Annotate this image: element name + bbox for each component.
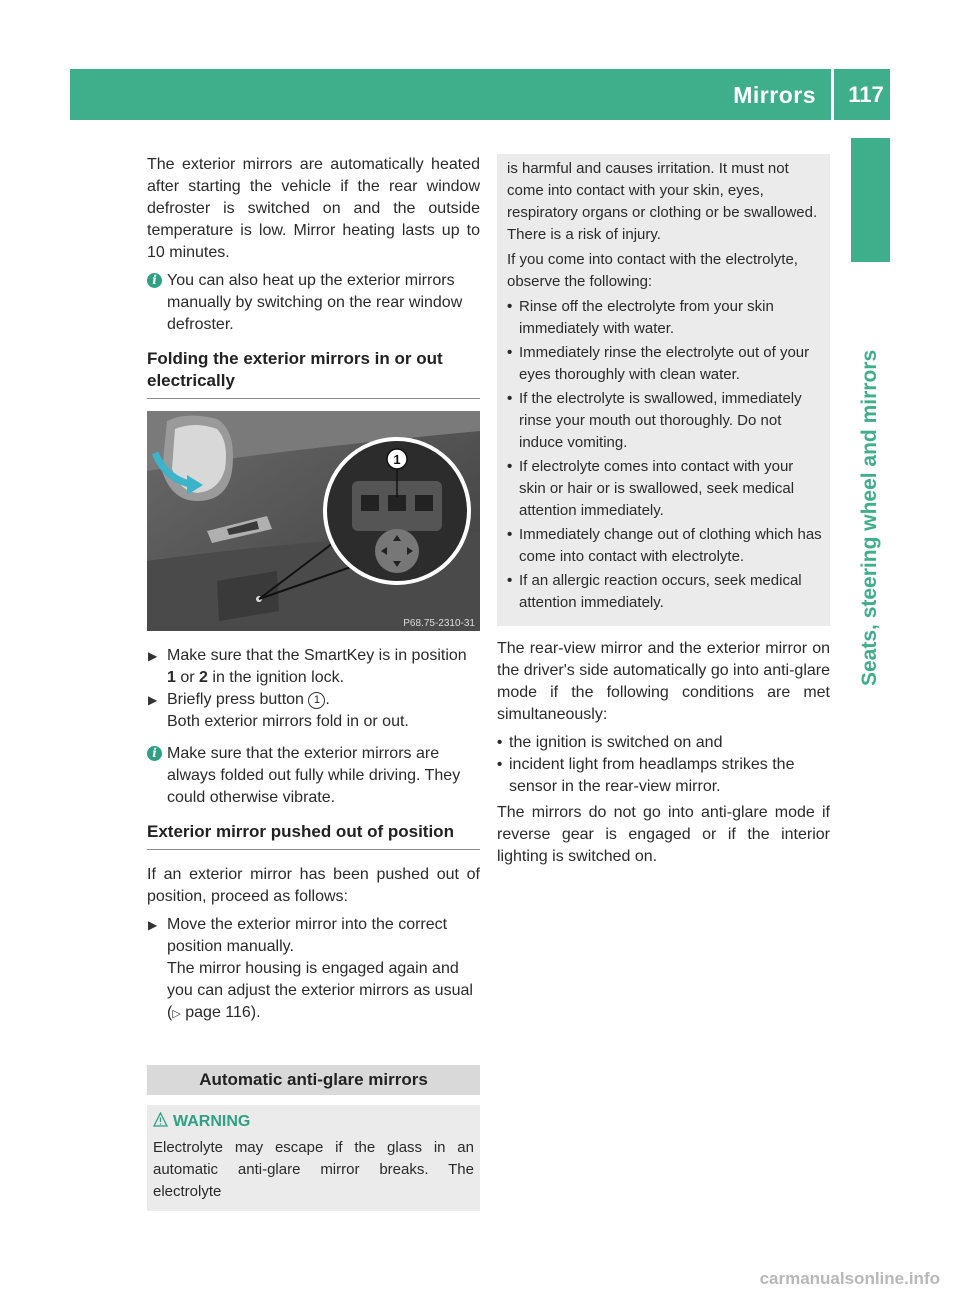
bullet-icon: • bbox=[507, 572, 513, 589]
chapter-tab-block bbox=[851, 138, 890, 262]
step-arrow-icon: ▶ bbox=[148, 649, 158, 663]
right-column bbox=[497, 154, 830, 874]
step-arrow-icon: ▶ bbox=[148, 918, 158, 932]
bullet-icon: • bbox=[497, 756, 503, 773]
heading-rule bbox=[147, 398, 480, 399]
list-item: • Rinse off the electrolyte from your skin immediately with water. bbox=[507, 298, 774, 337]
list-item: • Immediately rinse the electrolyte out of your eyes thoroughly with clean water. bbox=[507, 344, 810, 383]
step-move-mirror: ▶ Move the exterior mirror into the correct position manually. The mirror housing is engaged again and you can adjust the exterior mirrors as usual (▷ page 116). bbox=[148, 916, 473, 1021]
bullet-icon: • bbox=[507, 298, 513, 315]
bullet-icon: • bbox=[507, 344, 513, 361]
bullet-icon: • bbox=[507, 458, 513, 475]
section-title: Mirrors bbox=[733, 82, 816, 108]
list-item: • If electrolyte comes into contact with your skin or hair or is swallowed, seek medical attention immediately. bbox=[507, 458, 795, 519]
note-folding: i Make sure that the exterior mirrors are always folded out fully while driving. They could otherwise vibrate. bbox=[147, 743, 480, 809]
figure-code: P68.75-2310-31 bbox=[403, 618, 475, 629]
left-column bbox=[147, 154, 480, 1211]
door-control-figure bbox=[147, 411, 480, 631]
heading-pushed: Exterior mirror pushed out of position bbox=[147, 822, 454, 841]
antiglare-paragraph: The rear-view mirror and the exterior mirror on the driver's side automatically go into anti-glare mode if the following conditions are met simultaneously: bbox=[497, 640, 830, 723]
watermark: carmanualsonline.info bbox=[759, 1269, 940, 1288]
warning-continued-text: is harmful and causes irritation. It must not come into contact with your skin, eyes, respiratory organs or clothing or be swallowed. There is a risk of injury. bbox=[507, 160, 818, 243]
door-panel-illustration bbox=[147, 411, 480, 631]
list-item: • the ignition is switched on and bbox=[497, 732, 830, 754]
page-ref-arrow-icon: ▷ bbox=[172, 1008, 181, 1020]
warning-title: WARNING bbox=[153, 1111, 474, 1133]
chapter-tab-label: Seats, steering wheel and mirrors bbox=[858, 349, 881, 686]
button-callout-badge: 1 bbox=[308, 692, 325, 709]
closing-paragraph: The mirrors do not go into anti-glare mode if reverse gear is engaged or if the interior lighting is switched on. bbox=[497, 804, 830, 865]
info-icon: i bbox=[147, 273, 162, 288]
step-press-button: ▶ Briefly press button 1 . Both exterior mirrors fold in or out. bbox=[148, 691, 409, 730]
warning-box bbox=[147, 1105, 480, 1211]
warning-triangle-icon bbox=[153, 1112, 168, 1127]
warning-instructions: If you come into contact with the electrolyte, observe the following: bbox=[507, 251, 798, 290]
intro-paragraph: The exterior mirrors are automatically heated after starting the vehicle if the rear window defroster is switched on and the outside temperature is low. Mirror heating lasts up to 10 minutes. bbox=[147, 156, 480, 261]
page-reference[interactable]: page 116). bbox=[185, 1004, 261, 1021]
step-arrow-icon: ▶ bbox=[148, 693, 158, 707]
header-separator bbox=[831, 69, 834, 120]
list-item: • Immediately change out of clothing which has come into contact with electrolyte. bbox=[507, 526, 822, 565]
list-item: • If an allergic reaction occurs, seek medical attention immediately. bbox=[507, 572, 802, 611]
step-smartkey: ▶ Make sure that the SmartKey is in position 1 or 2 in the ignition lock. bbox=[148, 647, 467, 686]
list-item: • If the electrolyte is swallowed, immediately rinse your mouth out thoroughly. Do not induce vomiting. bbox=[507, 390, 802, 451]
note-heating bbox=[147, 270, 480, 336]
info-icon: i bbox=[147, 746, 162, 761]
heading-antiglare: Automatic anti-glare mirrors bbox=[147, 1065, 480, 1095]
bullet-icon: • bbox=[497, 734, 503, 751]
warning-continued-box bbox=[497, 154, 830, 626]
list-item: • incident light from headlamps strikes the sensor in the rear-view mirror. bbox=[497, 756, 795, 795]
figure-callout-1: 1 bbox=[393, 452, 401, 467]
heading-rule bbox=[147, 849, 480, 850]
heading-folding: Folding the exterior mirrors in or out electrically bbox=[147, 349, 443, 390]
note-heating-text: You can also heat up the exterior mirrors manually by switching on the rear window defroster. bbox=[167, 272, 463, 333]
warning-text: Electrolyte may escape if the glass in an automatic anti-glare mirror breaks. The electrolyte bbox=[153, 1139, 474, 1200]
bullet-icon: • bbox=[507, 390, 513, 407]
bullet-icon: • bbox=[507, 526, 513, 543]
pushed-intro: If an exterior mirror has been pushed out of position, proceed as follows: bbox=[147, 866, 480, 905]
page-number: 117 bbox=[848, 82, 884, 107]
